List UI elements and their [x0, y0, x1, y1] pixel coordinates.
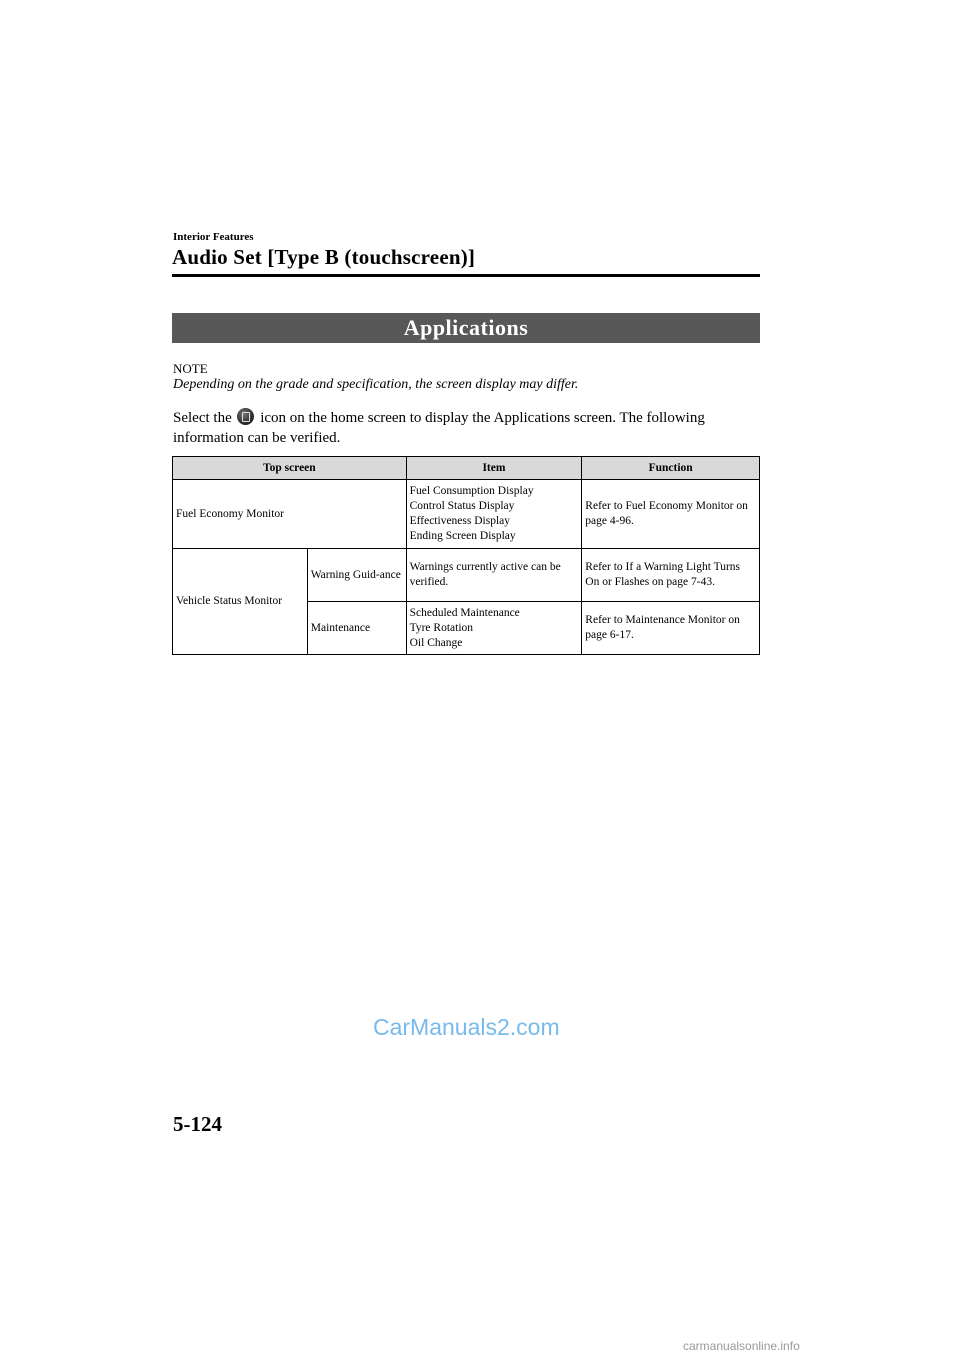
applications-icon — [237, 408, 254, 425]
site-watermark: carmanualsonline.info — [683, 1339, 800, 1353]
item-line: Oil Change — [409, 636, 463, 649]
item-line: Fuel Consumption Display — [409, 485, 534, 497]
header-top-screen: Top screen — [173, 457, 407, 480]
item-line: Scheduled Maintenance — [409, 606, 520, 619]
cell-function: Refer to Maintenance Monitor on page 6-17. — [582, 602, 760, 655]
cell-function: Refer to If a Warning Light Turns On or Flashes on page 7-43. — [582, 549, 760, 602]
item-line: Effectiveness Display — [409, 515, 511, 527]
header-function: Function — [582, 457, 760, 480]
applications-table — [172, 456, 760, 655]
table-header-row — [173, 457, 760, 480]
body-text-after: icon on the home screen to display the Applications screen. The following information can be verified. — [173, 410, 705, 446]
table-row — [173, 480, 760, 549]
page-number: 5-124 — [173, 1112, 222, 1136]
cell-subscreen: Warning Guid-ance — [307, 549, 406, 602]
cell-items — [406, 480, 582, 549]
body-paragraph — [173, 408, 763, 448]
item-line: Control Status Display — [409, 500, 515, 512]
table-row — [173, 549, 760, 602]
note-heading: NOTE — [173, 361, 208, 376]
section-banner: Applications — [172, 313, 760, 343]
header-item: Item — [406, 457, 582, 480]
title-rule — [172, 274, 760, 277]
cell-items: Warnings currently active can be verified. — [406, 549, 582, 602]
chapter-title: Audio Set [Type B (touchscreen)] — [172, 245, 476, 269]
cell-subscreen: Maintenance — [307, 602, 406, 655]
watermark-link[interactable]: CarManuals2.com — [373, 1014, 560, 1040]
cell-function: Refer to Fuel Economy Monitor on page 4-96. — [582, 480, 760, 549]
item-line: Tyre Rotation — [409, 621, 474, 634]
cell-items — [406, 602, 582, 655]
section-label: Interior Features — [173, 231, 254, 243]
body-text-before: Select the — [173, 410, 232, 426]
item-line: Ending Screen Display — [409, 530, 516, 542]
cell-top-screen: Fuel Economy Monitor — [173, 480, 407, 549]
note-text: Depending on the grade and specification, the screen display may differ. — [173, 377, 579, 392]
cell-top-screen: Vehicle Status Monitor — [173, 549, 308, 655]
